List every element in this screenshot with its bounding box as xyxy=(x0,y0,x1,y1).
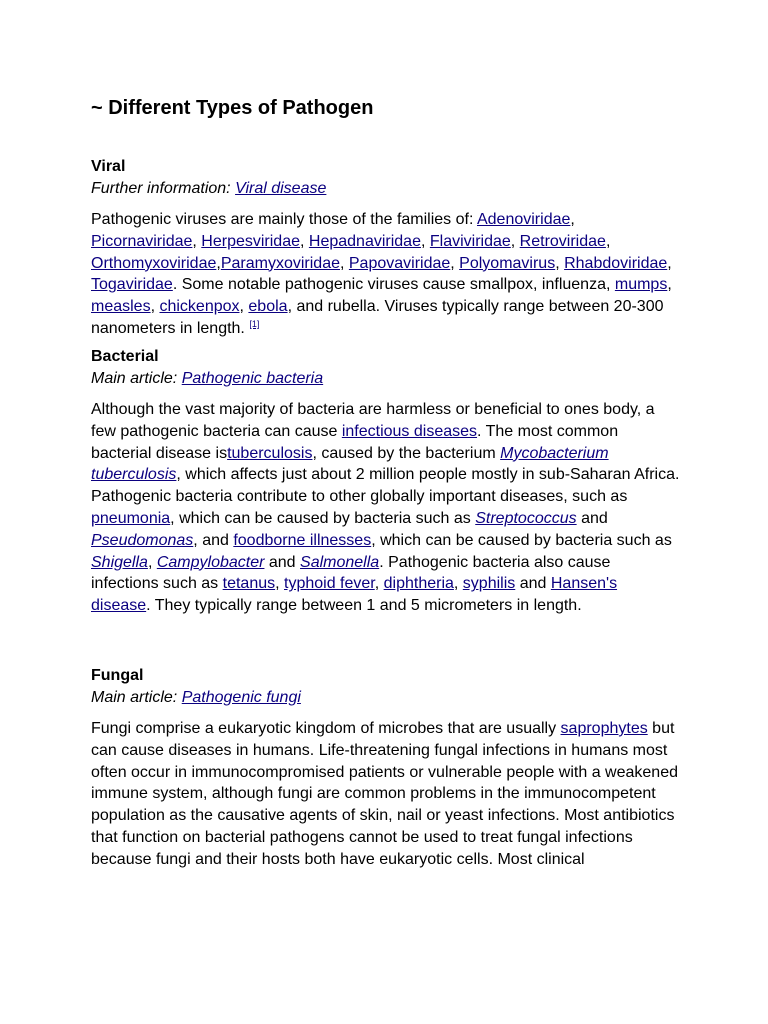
text: , which can be caused by bacteria such as xyxy=(170,509,476,527)
link-ebola[interactable]: ebola xyxy=(248,298,288,316)
text: Pathogenic viruses are mainly those of the families of: xyxy=(91,211,477,228)
text: , xyxy=(275,575,284,593)
text: , and rubella. Viruses typically range between 20-300 nanometers in length. xyxy=(91,298,664,337)
link-infectious-diseases[interactable]: infectious diseases xyxy=(341,422,478,440)
link-diphtheria[interactable]: diphtheria xyxy=(383,575,454,593)
text: and xyxy=(515,575,551,593)
text: , xyxy=(570,211,575,228)
text: , xyxy=(450,254,460,272)
section-heading-fungal: Fungal xyxy=(91,667,144,684)
link-viral-disease[interactable]: Viral disease xyxy=(235,180,327,197)
link-herpesviridae[interactable]: Herpesviridae xyxy=(201,232,300,250)
text: and xyxy=(264,553,301,571)
link-mumps[interactable]: mumps xyxy=(614,276,668,294)
link-saprophytes[interactable]: saprophytes xyxy=(560,720,648,737)
note-prefix: Further information: xyxy=(91,180,236,197)
text: , xyxy=(667,276,672,294)
section-bacterial xyxy=(91,347,681,617)
text: but can cause diseases in humans. Life-threatening fungal infections in humans most often occur in immunocompromised patients or vulnerable people with a weakened immune system, although fungi are common problems in the immunocompetent population as the causative agents of skin, nail or yeast infections. Most antibiotics that function on bacterial pathogens cannot be used to treat fungal infections because fungi and their hosts both have eukaryotic cells. Most clinical xyxy=(91,720,678,868)
text: , xyxy=(374,575,384,593)
text: , xyxy=(420,232,430,250)
section-heading-bacterial: Bacterial xyxy=(91,348,159,365)
further-information-note xyxy=(91,179,681,199)
text: . They typically range between 1 and 5 micrometers in length. xyxy=(146,597,582,615)
text: , which can be caused by bacteria such as xyxy=(371,531,672,549)
text: , xyxy=(605,232,611,250)
text: , xyxy=(147,553,157,571)
text: , xyxy=(555,254,565,272)
text: , caused by the bacterium xyxy=(312,444,501,462)
section-fungal xyxy=(91,666,681,871)
section-heading-viral: Viral xyxy=(91,158,126,175)
text: . Pathogenic bacteria also cause infections such as xyxy=(91,553,611,593)
text: , xyxy=(339,254,349,272)
bacterial-paragraph xyxy=(91,399,681,617)
link-salmonella[interactable]: Salmonella xyxy=(300,553,380,571)
link-hansens-disease[interactable]: Hansen's disease xyxy=(91,575,618,615)
text: , xyxy=(192,232,202,250)
link-paramyxoviridae[interactable]: Paramyxoviridae xyxy=(220,254,340,272)
link-shigella[interactable]: Shigella xyxy=(91,553,148,571)
text: and xyxy=(576,509,608,527)
text: , xyxy=(239,298,249,316)
note-prefix: Main article: xyxy=(91,370,182,387)
link-streptococcus[interactable]: Streptococcus xyxy=(475,509,577,527)
viral-paragraph: Pathogenic viruses are mainly those of the families of: Adenoviridae, Picornaviridae, Herpesviridae, Hepadnaviridae, Flaviviridae, Retroviridae, Orthomyxoviridae,Paramyxoviridae, Papovaviridae, Polyomavirus, Rhabdoviridae, Togaviridae. Some notable pathogenic viruses cause smallpox, influenza, mumps, measles, chickenpox, ebola, and rubella. Viruses typically range between 20-300 nanometers in length. [1] xyxy=(91,211,672,337)
text: , xyxy=(150,298,160,316)
link-rhabdoviridae[interactable]: Rhabdoviridae xyxy=(564,254,668,272)
text: , xyxy=(300,232,309,250)
text: . Some notable pathogenic viruses cause smallpox, influenza, xyxy=(172,276,615,294)
text: Fungi comprise a eukaryotic kingdom of microbes that are usually xyxy=(91,720,561,737)
text: , xyxy=(667,254,672,272)
link-pseudomonas[interactable]: Pseudomonas xyxy=(91,531,194,549)
link-measles[interactable]: measles xyxy=(91,298,151,316)
text: , which affects just about 2 million people mostly in sub-Saharan Africa. Pathogenic bacteria contribute to other globally important diseases, such as xyxy=(91,466,680,506)
link-tuberculosis[interactable]: tuberculosis xyxy=(227,444,313,462)
text: , and xyxy=(193,531,234,549)
text: , xyxy=(510,232,520,250)
text: Although the vast majority of bacteria are harmless or beneficial to ones body, a few pathogenic bacteria can cause xyxy=(91,401,655,440)
link-tetanus[interactable]: tetanus xyxy=(222,575,276,593)
link-pneumonia[interactable]: pneumonia xyxy=(91,509,171,527)
link-flaviviridae[interactable]: Flaviviridae xyxy=(429,232,511,250)
link-togaviridae[interactable]: Togaviridae xyxy=(91,276,173,294)
note-prefix: Main article: xyxy=(91,689,182,706)
link-syphilis[interactable]: syphilis xyxy=(462,575,516,593)
main-article-note xyxy=(91,369,681,389)
citation-link[interactable]: [1] xyxy=(249,318,260,329)
link-foodborne-illnesses[interactable]: foodborne illnesses xyxy=(233,531,372,549)
link-papovaviridae[interactable]: Papovaviridae xyxy=(348,254,451,272)
link-mycobacterium-tuberculosis[interactable]: Mycobacterium tuberculosis xyxy=(91,444,609,484)
fungal-paragraph xyxy=(91,718,681,871)
page-title: ~ Different Types of Pathogen xyxy=(91,97,374,119)
link-adenoviridae[interactable]: Adenoviridae xyxy=(476,211,571,228)
section-viral xyxy=(91,157,681,340)
link-chickenpox[interactable]: chickenpox xyxy=(159,298,240,316)
text: , xyxy=(453,575,463,593)
link-pathogenic-bacteria[interactable]: Pathogenic bacteria xyxy=(181,370,324,387)
main-article-note xyxy=(91,688,681,708)
link-picornaviridae[interactable]: Picornaviridae xyxy=(91,232,193,250)
link-orthomyxoviridae[interactable]: Orthomyxoviridae xyxy=(91,254,217,272)
link-hepadnaviridae[interactable]: Hepadnaviridae xyxy=(308,232,421,250)
link-retroviridae[interactable]: Retroviridae xyxy=(519,232,606,250)
text: . The most common bacterial disease is xyxy=(91,422,619,462)
link-pathogenic-fungi[interactable]: Pathogenic fungi xyxy=(181,689,301,706)
link-typhoid-fever[interactable]: typhoid fever xyxy=(284,575,375,593)
link-campylobacter[interactable]: Campylobacter xyxy=(156,553,265,571)
link-polyomavirus[interactable]: Polyomavirus xyxy=(459,254,556,272)
